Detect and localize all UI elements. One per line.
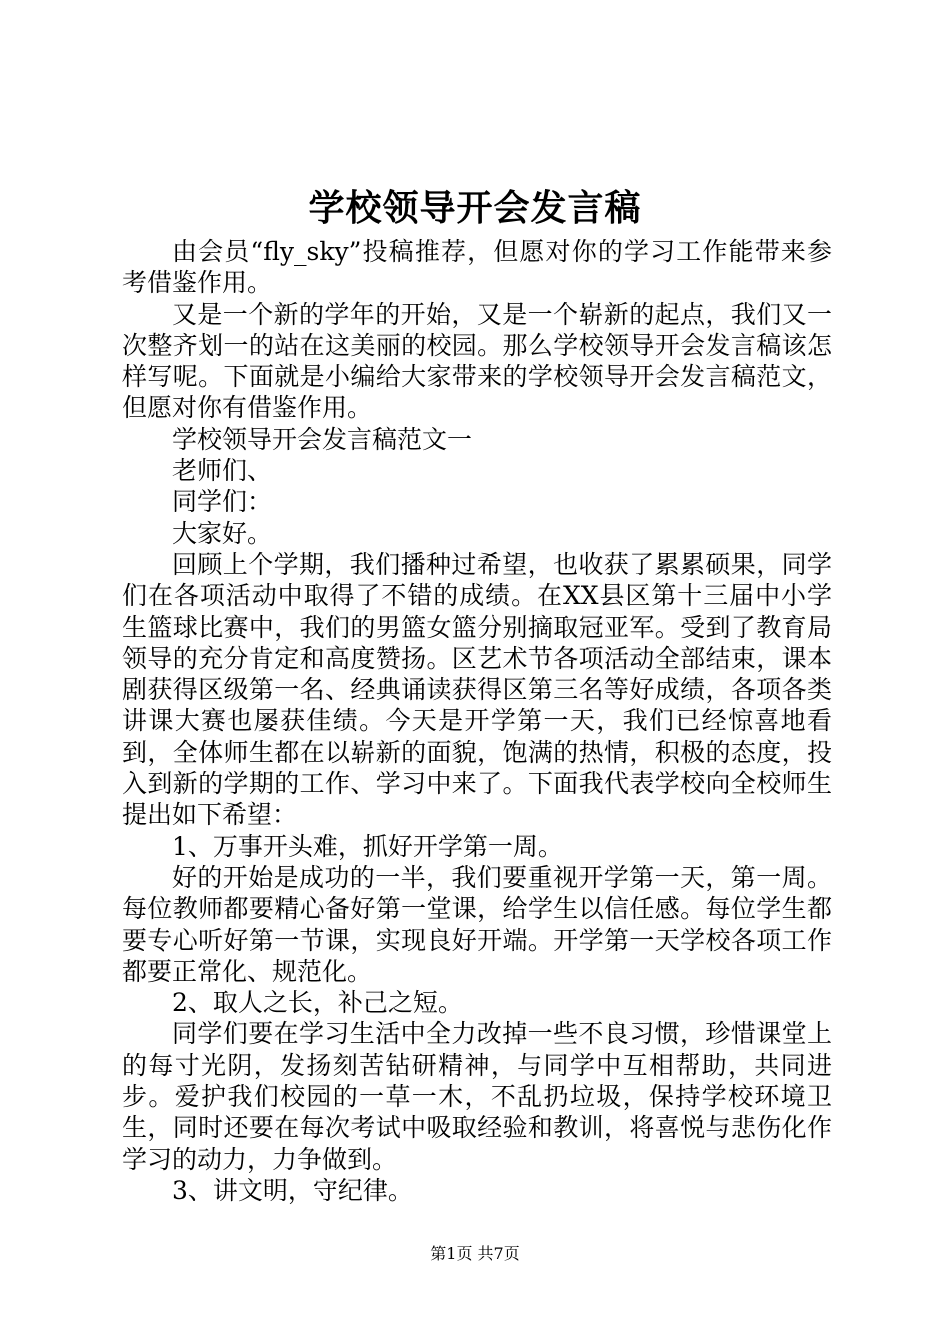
paragraph-opening: 又是一个新的学年的开始，又是一个崭新的起点，我们又一次整齐划一的站在这美丽的校园。那么学校领导开会发言稿该怎样写呢。下面就是小编给大家带来的学校领导开会发言稿范文，但愿对你有借鉴作用。 <box>122 299 832 423</box>
point-2-heading: 2、取人之长，补己之短。 <box>172 988 463 1018</box>
page-number-footer: 第1页 共7页 <box>430 1244 520 1263</box>
greeting-students: 同学们： <box>172 487 273 517</box>
paragraph-review: 回顾上个学期，我们播种过希望，也收获了累累硕果，同学们在各项活动中取得了不错的成绩。在XX县区第十三届中小学生篮球比赛中，我们的男篮女篮分别摘取冠亚军。受到了教育局领导的充分肯定和高度赞扬。区艺术节各项活动全部结束，课本剧获得区级第一名、经典诵读获得区第三名等好成绩，各项各类讲课大赛也屡获佳绩。今天是开学第一天，我们已经惊喜地看到，全体师生都在以崭新的面貌，饱满的热情，积极的态度，投入到新的学期的工作、学习中来了。下面我代表学校向全校师生提出如下希望： <box>122 549 832 830</box>
point-1-body: 好的开始是成功的一半，我们要重视开学第一天，第一周。每位教师都要精心备好第一堂课，给学生以信任感。每位学生都要专心听好第一节课，实现良好开端。开学第一天学校各项工作都要正常化、规范化。 <box>122 862 832 986</box>
section-heading: 学校领导开会发言稿范文一 <box>172 424 473 454</box>
point-1-heading: 1、万事开头难，抓好开学第一周。 <box>172 831 563 861</box>
point-3-heading: 3、讲文明，守纪律。 <box>172 1175 413 1205</box>
paragraph-intro: 由会员“fly_sky”投稿推荐，但愿对你的学习工作能带来参考借鉴作用。 <box>122 237 832 298</box>
point-2-body: 同学们要在学习生活中全力改掉一些不良习惯，珍惜课堂上的每寸光阴，发扬刻苦钻研精神，与同学中互相帮助，共同进步。爱护我们校园的一草一木，不乱扔垃圾，保持学校环境卫生，同时还要在每次考试中吸取经验和教训，将喜悦与悲伤化作学习的动力，力争做到。 <box>122 1019 832 1174</box>
greeting-teachers: 老师们、 <box>172 456 273 486</box>
document-body <box>122 236 832 1206</box>
greeting-all: 大家好。 <box>172 518 273 548</box>
document-title: 学校领导开会发言稿 <box>308 187 642 229</box>
